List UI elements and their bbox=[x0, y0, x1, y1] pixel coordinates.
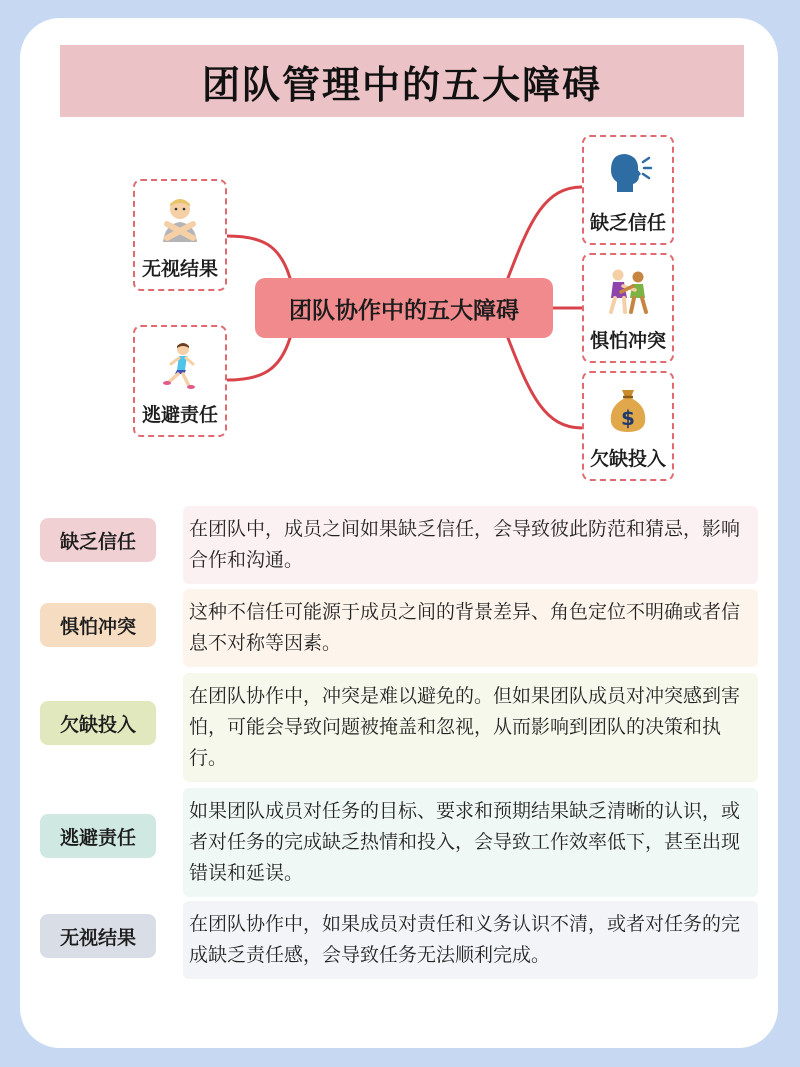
money-bag-icon bbox=[603, 384, 653, 434]
detail-row-avoid-responsibility bbox=[40, 788, 760, 893]
node-lack-trust bbox=[582, 135, 674, 245]
detail-text: 如果团队成员对任务的目标、要求和预期结果缺乏清晰的认识，或者对任务的完成缺乏热情和投入，会导致工作效率低下，甚至出现错误和延误。 bbox=[183, 788, 758, 897]
detail-tag: 惧怕冲突 bbox=[40, 603, 156, 647]
node-label: 惧怕冲突 bbox=[589, 330, 666, 352]
node-ignore-results bbox=[133, 179, 227, 291]
detail-tag: 缺乏信任 bbox=[40, 518, 156, 562]
node-lack-commitment bbox=[582, 371, 674, 481]
detail-tag: 无视结果 bbox=[40, 914, 156, 958]
detail-row-lack-commitment bbox=[40, 673, 760, 778]
center-node bbox=[255, 278, 553, 338]
detail-row-fear-conflict bbox=[40, 589, 760, 663]
center-node-label: 团队协作中的五大障碍 bbox=[289, 297, 519, 324]
node-label: 欠缺投入 bbox=[589, 448, 666, 470]
detail-text: 在团队中，成员之间如果缺乏信任，会导致彼此防范和猜忌，影响合作和沟通。 bbox=[183, 506, 758, 584]
detail-tag: 逃避责任 bbox=[40, 814, 156, 858]
running-woman-icon bbox=[155, 340, 205, 390]
detail-text: 这种不信任可能源于成员之间的背景差异、角色定位不明确或者信息不对称等因素。 bbox=[183, 589, 758, 667]
node-label: 逃避责任 bbox=[141, 404, 218, 426]
wrestlers-icon bbox=[603, 266, 653, 316]
detail-row-ignore-results bbox=[40, 901, 760, 975]
speaking-head-icon bbox=[603, 148, 653, 198]
node-label: 缺乏信任 bbox=[589, 212, 666, 234]
page-title: 团队管理中的五大障碍 bbox=[201, 62, 602, 107]
node-avoid-responsibility bbox=[133, 325, 227, 437]
detail-text: 在团队协作中，如果成员对责任和义务认识不清，或者对任务的完成缺乏责任感，会导致任务无法顺利完成。 bbox=[183, 901, 758, 979]
node-fear-conflict bbox=[582, 253, 674, 363]
detail-row-lack-trust bbox=[40, 506, 760, 580]
detail-text: 在团队协作中，冲突是难以避免的。但如果团队成员对冲突感到害怕，可能会导致问题被掩盖和忽视，从而影响到团队的决策和执行。 bbox=[183, 673, 758, 782]
detail-tag: 欠缺投入 bbox=[40, 701, 156, 745]
link-left-top bbox=[227, 236, 290, 278]
link-right-top bbox=[508, 187, 582, 278]
link-right-bottom bbox=[508, 338, 582, 428]
svg-text:$: $ bbox=[621, 406, 635, 430]
link-left-bottom bbox=[227, 338, 290, 380]
node-label: 无视结果 bbox=[141, 258, 218, 280]
person-crossing-arms-icon bbox=[155, 194, 205, 244]
